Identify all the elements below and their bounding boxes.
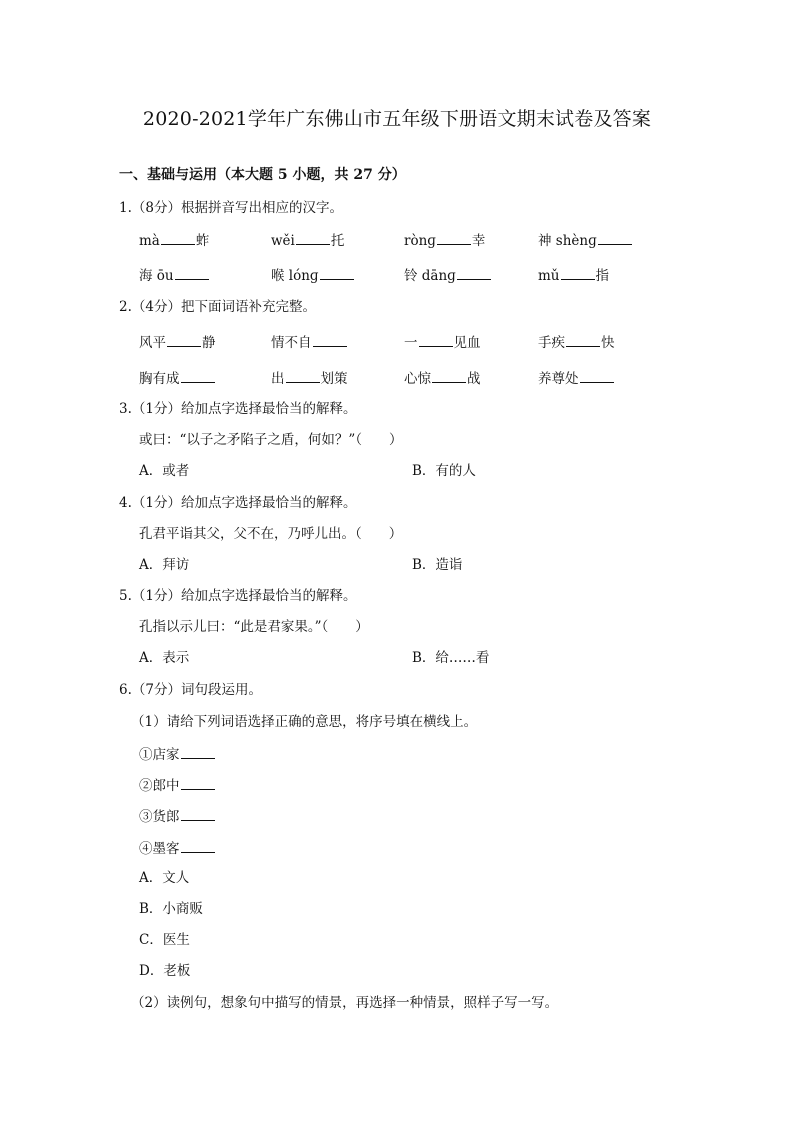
q1-item-7 bbox=[404, 265, 492, 285]
q4-option-a[interactable]: A．拜访 bbox=[139, 557, 190, 573]
q3-option-b[interactable]: B．有的人 bbox=[412, 463, 476, 479]
q2-stem: 2.（4分）把下面词语补充完整。 bbox=[119, 299, 316, 315]
q1-stem: 1.（8分）根据拼音写出相应的汉字。 bbox=[119, 200, 343, 216]
q4-sentence: 孔君平诣其父，父不在，乃呼儿出。（ ） bbox=[139, 526, 403, 542]
q6-option-a: A．文人 bbox=[139, 870, 190, 886]
idiom-part: 见血 bbox=[453, 335, 481, 351]
answer-blank[interactable] bbox=[181, 368, 215, 383]
word: ③货郎 bbox=[139, 809, 180, 825]
answer-blank[interactable] bbox=[313, 332, 347, 347]
answer-blank[interactable] bbox=[580, 368, 614, 383]
q6-stem: 6.（7分）词句段运用。 bbox=[119, 682, 262, 698]
answer-blank[interactable] bbox=[561, 265, 595, 280]
q1-item-4 bbox=[538, 230, 633, 250]
idiom-part: 战 bbox=[467, 371, 481, 387]
answer-blank[interactable] bbox=[566, 332, 600, 347]
q2-item-1 bbox=[139, 332, 216, 352]
pinyin: 海 ōu bbox=[139, 268, 174, 284]
q2-item-3 bbox=[404, 332, 481, 352]
section-heading: 一、基础与运用（本大题 5 小题，共 27 分） bbox=[119, 167, 406, 183]
pinyin: 铃 dānɡ bbox=[404, 268, 456, 284]
idiom-part: 胸有成 bbox=[139, 371, 180, 387]
idiom-part: 出 bbox=[271, 371, 285, 387]
q1-item-2 bbox=[271, 230, 344, 250]
answer-blank[interactable] bbox=[437, 230, 471, 245]
q3-option-a[interactable]: A．或者 bbox=[139, 463, 190, 479]
idiom-part: 一 bbox=[404, 335, 418, 351]
q5-option-b[interactable]: B．给……看 bbox=[412, 650, 490, 666]
q2-item-4 bbox=[538, 332, 615, 352]
pinyin: rònɡ bbox=[404, 233, 436, 249]
pinyin: mǔ bbox=[538, 268, 560, 284]
pinyin: wěi bbox=[271, 233, 295, 249]
answer-blank[interactable] bbox=[161, 230, 195, 245]
q2-item-8 bbox=[538, 368, 615, 388]
answer-blank[interactable] bbox=[320, 265, 354, 280]
q6-option-d: D．老板 bbox=[139, 963, 191, 979]
q1-item-8 bbox=[538, 265, 609, 285]
answer-blank[interactable] bbox=[598, 230, 632, 245]
q4-option-b[interactable]: B．造诣 bbox=[412, 557, 463, 573]
char: 指 bbox=[595, 268, 609, 284]
char: 幸 bbox=[471, 233, 486, 249]
pinyin: mà bbox=[139, 233, 160, 249]
answer-blank[interactable] bbox=[167, 332, 201, 347]
q6-word-2 bbox=[139, 775, 216, 795]
q2-item-7 bbox=[404, 368, 481, 388]
page-title: 2020-2021学年广东佛山市五年级下册语文期末试卷及答案 bbox=[142, 108, 652, 130]
idiom-part: 静 bbox=[202, 335, 216, 351]
q2-item-2 bbox=[271, 332, 348, 352]
q6-sub2: （2）读例句，想象句中描写的情景，再选择一种情景，照样子写一写。 bbox=[131, 995, 559, 1011]
idiom-part: 风平 bbox=[139, 335, 166, 351]
q5-stem: 5.（1分）给加点字选择最恰当的解释。 bbox=[119, 588, 357, 604]
answer-blank[interactable] bbox=[181, 744, 215, 759]
q1-item-5 bbox=[139, 265, 210, 285]
idiom-part: 养尊处 bbox=[538, 371, 579, 387]
char: 托 bbox=[330, 233, 345, 249]
q6-word-1 bbox=[139, 744, 216, 764]
word: ④墨客 bbox=[139, 841, 180, 857]
q1-item-6 bbox=[271, 265, 355, 285]
q6-sub1: （1）请给下列词语选择正确的意思，将序号填在横线上。 bbox=[131, 714, 478, 730]
idiom-part: 心惊 bbox=[404, 371, 431, 387]
word: ②郎中 bbox=[139, 778, 180, 794]
answer-blank[interactable] bbox=[181, 838, 215, 853]
q6-option-b: B．小商贩 bbox=[139, 901, 203, 917]
idiom-part: 快 bbox=[601, 335, 615, 351]
answer-blank[interactable] bbox=[181, 806, 215, 821]
answer-blank[interactable] bbox=[181, 775, 215, 790]
idiom-part: 情不自 bbox=[271, 335, 312, 351]
answer-blank[interactable] bbox=[432, 368, 466, 383]
q6-option-c: C．医生 bbox=[139, 932, 190, 948]
q2-item-5 bbox=[139, 368, 216, 388]
pinyin: 喉 lónɡ bbox=[271, 268, 319, 284]
q1-item-1 bbox=[139, 230, 209, 250]
q4-stem: 4.（1分）给加点字选择最恰当的解释。 bbox=[119, 495, 357, 511]
idiom-part: 手疾 bbox=[538, 335, 565, 351]
answer-blank[interactable] bbox=[419, 332, 453, 347]
q6-word-3 bbox=[139, 806, 216, 826]
answer-blank[interactable] bbox=[175, 265, 209, 280]
q5-option-a[interactable]: A．表示 bbox=[139, 650, 190, 666]
q3-stem: 3.（1分）给加点字选择最恰当的解释。 bbox=[119, 401, 357, 417]
idiom-part: 划策 bbox=[320, 371, 348, 387]
answer-blank[interactable] bbox=[457, 265, 491, 280]
answer-blank[interactable] bbox=[296, 230, 330, 245]
q5-sentence: 孔指以示儿曰：“此是君家果。”（ ） bbox=[139, 619, 369, 635]
q6-word-4 bbox=[139, 838, 216, 858]
q1-item-3 bbox=[404, 230, 485, 250]
char: 蚱 bbox=[195, 233, 210, 249]
pinyin: 神 shènɡ bbox=[538, 233, 597, 249]
q3-sentence: 或曰：“以子之矛陷子之盾，何如？”（ ） bbox=[139, 432, 403, 448]
answer-blank[interactable] bbox=[286, 368, 320, 383]
q2-item-6 bbox=[271, 368, 348, 388]
word: ①店家 bbox=[139, 747, 180, 763]
